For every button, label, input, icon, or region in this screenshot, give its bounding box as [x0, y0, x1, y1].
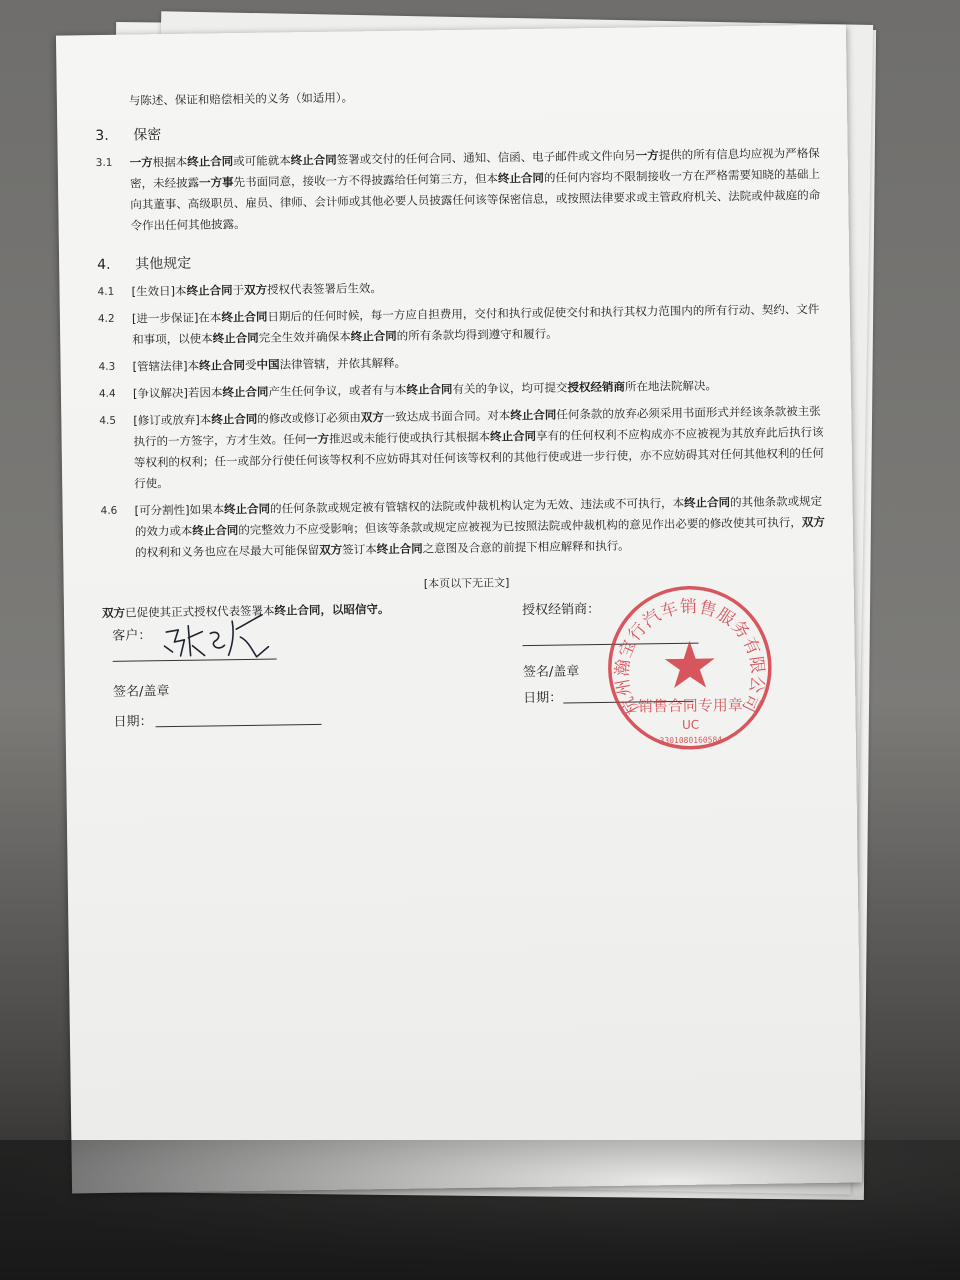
- text-run: 终止合同: [222, 384, 269, 400]
- clause-text: [133, 401, 830, 495]
- text-run: 终止合同: [198, 357, 246, 373]
- company-seal-stamp: [604, 582, 776, 754]
- text-run: 终止合同: [489, 428, 537, 444]
- clause-text: [134, 491, 831, 564]
- clause-number: 4.2: [97, 312, 115, 326]
- text-run: 签订本: [342, 542, 377, 557]
- text-run: 双方: [319, 542, 343, 557]
- section-title: 其他规定: [135, 255, 192, 273]
- text-run: 日期后的任何时候，每一方应自担费用，交付和执行或促使交付和执行其权力范围内的所有行动、契约、文件和事项，以使本: [132, 301, 820, 347]
- text-run: [进一步保证]在本: [131, 310, 222, 326]
- dealer-date-label: 日期：: [523, 690, 563, 707]
- text-run: 双方: [243, 282, 268, 297]
- text-run: 有关的争议，均可提交: [452, 380, 568, 397]
- svg-text:杭州瀚宝行汽车销售服务有限公司: 杭州瀚宝行汽车销售服务有限公司: [612, 597, 768, 718]
- clause-text: [131, 272, 827, 303]
- clause-4-3: [98, 347, 828, 378]
- text-run: 终止合同: [510, 407, 557, 423]
- text-run: 一致达成书面合同。对本: [383, 408, 511, 425]
- section-3-heading: [95, 116, 825, 147]
- text-run: 终止合同: [221, 309, 268, 325]
- text-run: 受: [244, 357, 257, 372]
- text-run: 授权代表签署后生效。: [266, 281, 383, 297]
- text-run: 终止合同: [406, 382, 453, 397]
- text-run: 终止合同: [211, 411, 258, 427]
- text-run: 一方事: [198, 175, 234, 190]
- text-run: 终止合同: [223, 501, 271, 517]
- text-run: 产生任何争议，或者有与本: [268, 382, 407, 399]
- clause-number: 3.1: [95, 156, 113, 170]
- text-run: 于: [232, 282, 245, 298]
- text-run: 终止合同: [186, 283, 233, 298]
- text-run: 终止合同，以昭信守。: [274, 601, 390, 618]
- section-4-clauses: [97, 272, 831, 564]
- clause-number: 4.6: [100, 504, 118, 517]
- section-title: 保密: [133, 127, 162, 144]
- text-run: 终止合同: [187, 154, 234, 169]
- text-run: 双方: [360, 410, 384, 425]
- text-run: [管辖法律]本: [132, 358, 200, 374]
- text-run: 根据本: [152, 154, 188, 170]
- text-run: [争议解决]若因本: [132, 385, 223, 401]
- intro-line: 与陈述、保证和赔偿相关的义务（如适用）。: [128, 90, 354, 108]
- clause-number: 4.5: [99, 414, 117, 428]
- text-run: 终止合同: [192, 523, 239, 538]
- text-run: 中国: [256, 357, 280, 372]
- text-run: 之意图及合意的前提下相应解释和执行。: [422, 538, 630, 556]
- clause-text: [132, 299, 829, 351]
- text-run: 的完整效力不应受影响；但该等条款或规定应被视为已按照法院或仲裁机构的意见作出必要的修改使其可执行，: [238, 515, 802, 538]
- customer-handwritten-signature: [158, 611, 279, 665]
- text-run: 的任何条款或规定被有管辖权的法院或仲裁机构认定为无效、违法或不可执行，本: [269, 495, 685, 516]
- clause-number: 4.1: [97, 285, 115, 299]
- text-run: 终止合同: [376, 541, 423, 557]
- clause-3-1: [96, 143, 827, 237]
- text-run: 的任何内容均不限制接收一方在严格需要知晓的基础上向其董事、高级职员、雇员、律师、会计师或其他必要人员披露任何该等保密信息，或按照法律要求或主管政府机关、法院或仲裁庭的命令作出任何其他披露。: [130, 166, 821, 233]
- text-run: 终止合同: [212, 330, 259, 346]
- customer-date-line: [156, 724, 322, 727]
- text-run: 双方: [801, 514, 825, 530]
- clause-number: 4.4: [98, 387, 116, 401]
- section-4-heading: [97, 245, 827, 276]
- clause-4-1: [97, 272, 827, 303]
- clause-text: [130, 143, 827, 237]
- text-run: 一方: [129, 155, 153, 170]
- text-run: [生效日]本: [131, 283, 187, 299]
- section-3-clauses: [96, 143, 827, 237]
- customer-label: 客户：: [112, 628, 152, 644]
- clause-number: 4.3: [98, 360, 116, 374]
- clause-4-5: [99, 401, 830, 495]
- contract-page: [56, 25, 862, 1194]
- no-more-text: [本页以下无正文]: [423, 576, 510, 591]
- text-run: 所在地法院解决。: [624, 378, 717, 394]
- svg-text:销售合同专用章: 销售合同专用章: [637, 696, 744, 716]
- section-number: 4.: [97, 256, 111, 274]
- text-run: 或可能就本: [233, 153, 291, 169]
- text-run: 双方: [101, 605, 126, 620]
- dealer-label: 授权经销商：: [521, 602, 601, 619]
- text-run: 提供的所有信息均应视为严格保密，未经披露: [129, 145, 820, 191]
- text-run: [可分割性]如果本: [134, 502, 225, 518]
- text-run: 终止合同: [683, 495, 731, 510]
- svg-text:UC: UC: [681, 717, 700, 732]
- clause-text: [133, 374, 829, 405]
- customer-date-label: 日期：: [113, 714, 153, 730]
- dealer-sign-label: 签名/盖章: [522, 664, 580, 681]
- text-run: 一方: [306, 431, 330, 447]
- text-run: 终止合同: [350, 328, 397, 344]
- text-run: 终止合同: [290, 152, 337, 168]
- clause-4-2: [98, 299, 829, 351]
- text-run: 享有的任何权利不应构成亦不应被视为其放弃此后执行该等权利的权利；任一或部分行使任何该等权利不应妨碍其对任何该等权利的其他行使或进一步行使，亦不应妨碍其对任何其他权利的任何行使。: [133, 424, 824, 491]
- text-run: 终止合同: [497, 170, 545, 186]
- text-run: 的其他条款或规定的效力或本: [134, 493, 823, 539]
- text-run: 的权利和义务也应在尽最大可能保留: [135, 542, 320, 560]
- clause-4-4: [99, 374, 829, 405]
- text-run: 一方: [635, 148, 659, 163]
- text-run: 先书面同意，接收一方不得披露给任何第三方，但本: [233, 171, 499, 190]
- customer-sign-label: 签名/盖章: [113, 684, 170, 700]
- text-run: 签署或交付的任何合同、通知、信函、电子邮件或文件向另: [336, 148, 636, 167]
- text-run: 推迟或未能行使或执行其根据本: [329, 429, 491, 446]
- clause-4-6: [100, 491, 831, 564]
- svg-text:3301080160584: 3301080160584: [659, 735, 723, 746]
- text-run: 的修改或修订必须由: [257, 410, 361, 426]
- text-run: 的所有条款均得到遵守和履行。: [396, 326, 558, 343]
- clause-text: [132, 347, 828, 378]
- text-run: 任何条款的放弃必须采用书面形式并经该条款被主张执行的一方签字，方才生效。任何: [133, 403, 821, 449]
- text-run: 完全生效并确保本: [258, 329, 351, 345]
- section-number: 3.: [95, 127, 109, 145]
- text-run: 已促使其正式授权代表签署本: [124, 603, 275, 620]
- text-run: 授权经销商: [567, 379, 625, 395]
- contract-text: [95, 81, 832, 624]
- text-run: 法律管辖，并依其解释。: [279, 355, 407, 372]
- text-run: [修订或放弃]本: [133, 412, 212, 428]
